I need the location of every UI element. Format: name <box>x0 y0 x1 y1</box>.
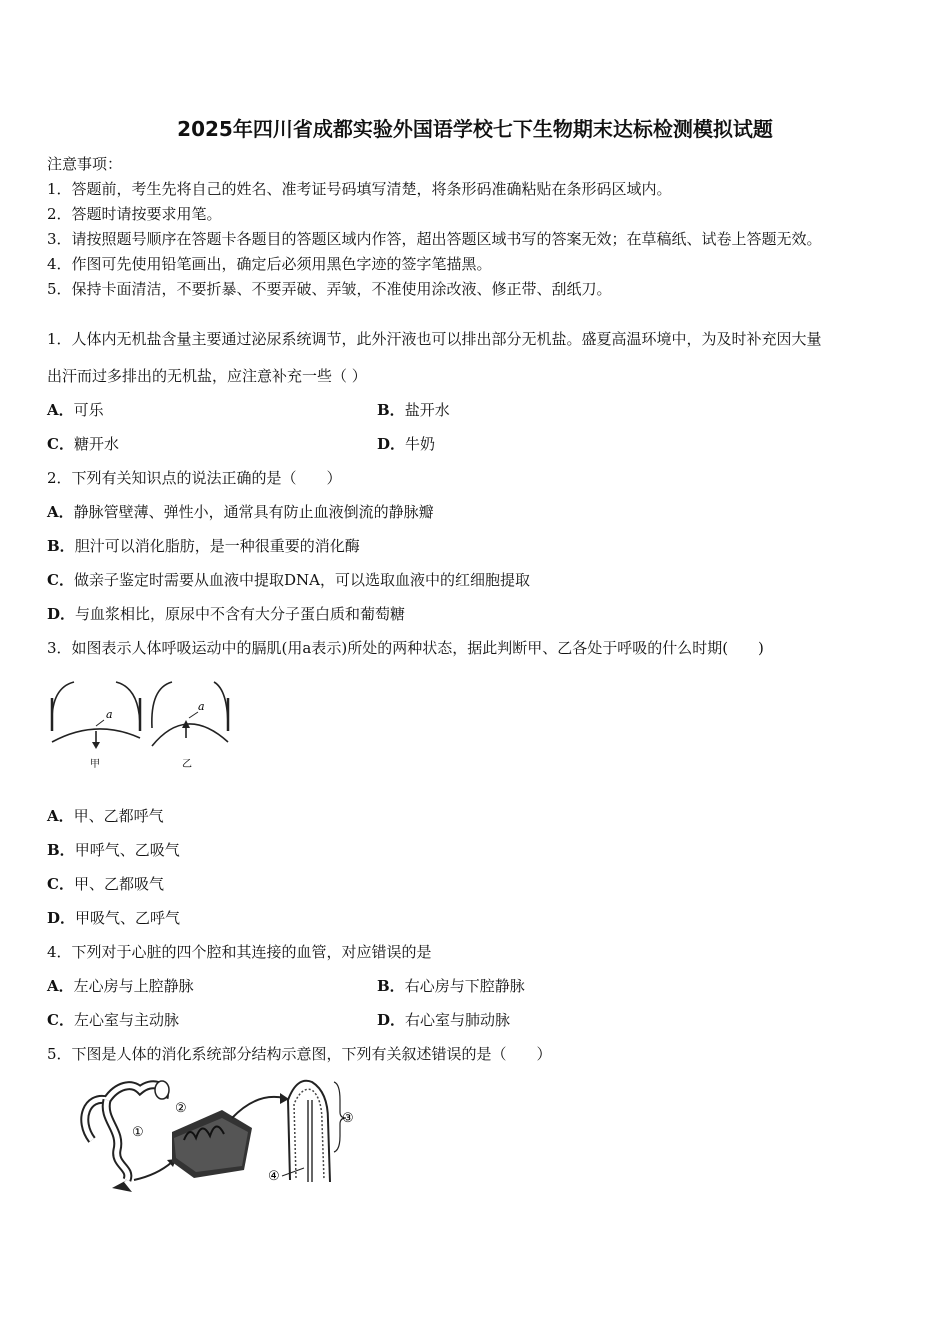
option-c[interactable]: C．甲、乙都吸气 <box>47 875 164 893</box>
small-intestine <box>85 1081 169 1192</box>
option-a[interactable]: A．左心房与上腔静脉 <box>47 977 194 995</box>
page-title: 2025年四川省成都实验外国语学校七下生物期末达标检测模拟试题 <box>177 117 773 141</box>
option-a[interactable]: A．静脉管壁薄、弹性小，通常具有防止血液倒流的静脉瓣 <box>47 503 434 521</box>
question-1-stem-cont: 出汗而过多排出的无机盐，应注意补充一些（ ） <box>47 367 367 385</box>
option-b[interactable]: B．右心房与下腔静脉 <box>377 977 525 995</box>
notice-item: 3．请按照题号顺序在答题卡各题目的答题区域内作答，超出答题区域书写的答案无效；在草稿纸、试卷上答题无效。 <box>47 230 822 248</box>
caption-jia: 甲 <box>90 759 100 770</box>
option-d[interactable]: D．右心室与肺动脉 <box>377 1011 511 1029</box>
diaphragm-figure <box>44 676 234 771</box>
option-d[interactable]: D．牛奶 <box>377 435 436 453</box>
mucosa-block <box>172 1110 252 1178</box>
option-c[interactable]: C．做亲子鉴定时需要从血液中提取DNA，可以选取血液中的红细胞提取 <box>47 571 530 589</box>
marker-3: ③ <box>342 1111 354 1126</box>
option-b[interactable]: B．盐开水 <box>377 401 450 419</box>
marker-4: ④ <box>268 1169 280 1184</box>
notice-heading: 注意事项： <box>47 155 123 173</box>
caption-yi: 乙 <box>182 759 192 770</box>
option-b[interactable]: B．甲呼气、乙吸气 <box>47 841 180 859</box>
notice-item: 1．答题前，考生先将自己的姓名、准考证号码填写清楚，将条形码准确粘贴在条形码区域内。 <box>47 180 672 198</box>
notice-item: 4．作图可先使用铅笔画出，确定后必须用黑色字迹的签字笔描黑。 <box>47 255 492 273</box>
marker-2: ② <box>175 1101 187 1116</box>
marker-1: ① <box>132 1125 144 1140</box>
notice-item: 5．保持卡面清洁，不要折暴、不要弄破、弄皱，不准使用涂改液、修正带、刮纸刀。 <box>47 280 612 298</box>
option-a[interactable]: A．可乐 <box>47 401 104 419</box>
option-d[interactable]: D．甲吸气、乙呼气 <box>47 909 181 927</box>
option-b[interactable]: B．胆汁可以消化脂肪，是一种很重要的消化酶 <box>47 537 360 555</box>
label-a: a <box>106 708 113 721</box>
label-a: a <box>198 700 205 713</box>
question-5-stem: 5．下图是人体的消化系统部分结构示意图，下列有关叙述错误的是（ ） <box>47 1045 552 1063</box>
villus <box>288 1081 330 1182</box>
option-d[interactable]: D．与血浆相比，原尿中不含有大分子蛋白质和葡萄糖 <box>47 605 406 623</box>
question-1-stem: 1．人体内无机盐含量主要通过泌尿系统调节，此外汗液也可以排出部分无机盐。盛夏高温环境中，为及时补充因大量 <box>47 330 822 348</box>
diaphragm-state-left <box>52 682 140 770</box>
notice-item: 2．答题时请按要求用笔。 <box>47 205 222 223</box>
option-c[interactable]: C．糖开水 <box>47 435 119 453</box>
option-a[interactable]: A．甲、乙都呼气 <box>47 807 164 825</box>
question-2-stem: 2．下列有关知识点的说法正确的是（ ） <box>47 469 342 487</box>
option-c[interactable]: C．左心室与主动脉 <box>47 1011 179 1029</box>
diaphragm-state-right <box>152 682 228 770</box>
question-3-stem: 3．如图表示人体呼吸运动中的膈肌(用a表示)所处的两种状态，据此判断甲、乙各处于呼吸的什么时期( ) <box>47 639 764 657</box>
digestive-figure <box>72 1070 362 1200</box>
question-4-stem: 4．下列对于心脏的四个腔和其连接的血管，对应错误的是 <box>47 943 432 961</box>
